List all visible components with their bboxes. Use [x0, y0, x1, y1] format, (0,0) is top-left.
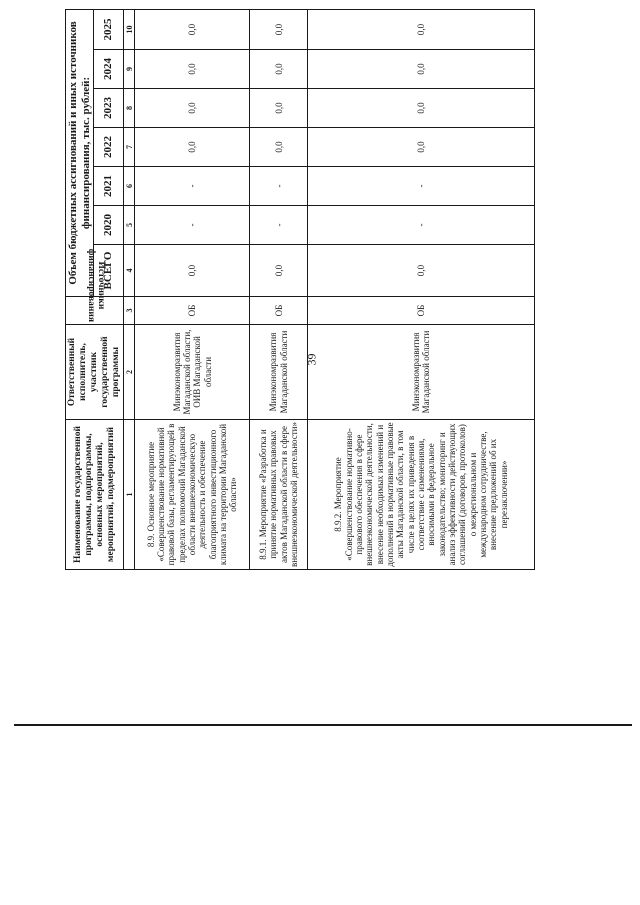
table-row	[250, 9, 308, 569]
row-value: 0,0	[135, 128, 250, 167]
rotated-table-container	[65, 10, 535, 570]
row-name: 8.9. Основное мероприятие «Совершенствование нормативной правовой базы, регламентирующей в пределах полномочий Магаданской области внешнеэкономическую деятельность и обеспечение благоприятного инвестиционного климата на территории Магаданской области»	[135, 420, 250, 570]
header-funding: Объем бюджетных ассигнований и иных источников финансирования, тыс. рублей:	[66, 9, 94, 296]
row-value: 0,0	[308, 50, 535, 89]
header-year: 2025	[94, 9, 124, 49]
funding-table	[65, 9, 535, 570]
table-row	[308, 9, 535, 569]
header-executor: Ответственный исполнитель, участник государственной программы	[66, 325, 124, 420]
header-source-text: Источники финансирования	[85, 248, 106, 322]
table-row	[135, 9, 250, 569]
column-number: 3	[124, 297, 135, 325]
row-value: 0,0	[308, 128, 535, 167]
row-value: 0,0	[250, 89, 308, 128]
horizontal-rule	[14, 724, 632, 726]
row-value: 0,0	[308, 9, 535, 49]
column-number: 4	[124, 245, 135, 297]
row-value: -	[308, 167, 535, 206]
row-value: 0,0	[135, 9, 250, 49]
row-name: 8.9.1. Мероприятие «Разработка и принятие нормативных правовых актов Магаданской области в сфере внешнеэкономической деятельности»	[250, 420, 308, 570]
column-number: 9	[124, 50, 135, 89]
row-value: 0,0	[250, 50, 308, 89]
column-number: 8	[124, 89, 135, 128]
column-number: 1	[124, 420, 135, 570]
row-value: 0,0	[250, 245, 308, 297]
row-value: 0,0	[135, 89, 250, 128]
row-value: -	[308, 206, 535, 245]
row-value: -	[250, 167, 308, 206]
row-value: 0,0	[308, 89, 535, 128]
column-number: 5	[124, 206, 135, 245]
row-value: 0,0	[135, 50, 250, 89]
column-number: 10	[124, 9, 135, 49]
column-number: 7	[124, 128, 135, 167]
row-value: 0,0	[250, 9, 308, 49]
header-year: 2023	[94, 89, 124, 128]
header-year: 2022	[94, 128, 124, 167]
row-value: 0,0	[135, 245, 250, 297]
row-source: ОБ	[250, 297, 308, 325]
header-year: ВСЕГО	[94, 245, 124, 297]
header-name: Наименование государственной программы, подпрограммы, основных мероприятий, мероприятий, подмероприятий	[66, 420, 124, 570]
row-executor: Минэкономразвития Магаданской области	[250, 325, 308, 420]
row-value: -	[135, 167, 250, 206]
row-executor: Минэкономразвития Магаданской области	[308, 325, 535, 420]
header-year: 2024	[94, 50, 124, 89]
header-year: 2020	[94, 206, 124, 245]
row-source: ОБ	[135, 297, 250, 325]
header-year: 2021	[94, 167, 124, 206]
row-source: ОБ	[308, 297, 535, 325]
row-value: -	[250, 206, 308, 245]
row-executor: Минэкономразвития Магаданской области, ОИВ Магаданской области	[135, 325, 250, 420]
row-value: 0,0	[308, 245, 535, 297]
row-name: 8.9.2. Мероприятие «Совершенствование нормативно-правового обеспечения в сфере внешнеэкономической деятельности, внесение необходимых изменений и дополнений в нормативные правовые акты Магаданской области, в том числе в целях их приведения в соответствие с изменениями, вносимыми в федеральное законодательство; мониторинг и анализ эффективности действующих соглашений (договоров, протоколов) о межрегиональном и международном сотрудничестве, внесение предложений об их перезаключении»	[308, 420, 535, 570]
column-number: 2	[124, 325, 135, 420]
column-number: 6	[124, 167, 135, 206]
page-number: 39	[304, 353, 319, 366]
row-value: 0,0	[250, 128, 308, 167]
row-value: -	[135, 206, 250, 245]
